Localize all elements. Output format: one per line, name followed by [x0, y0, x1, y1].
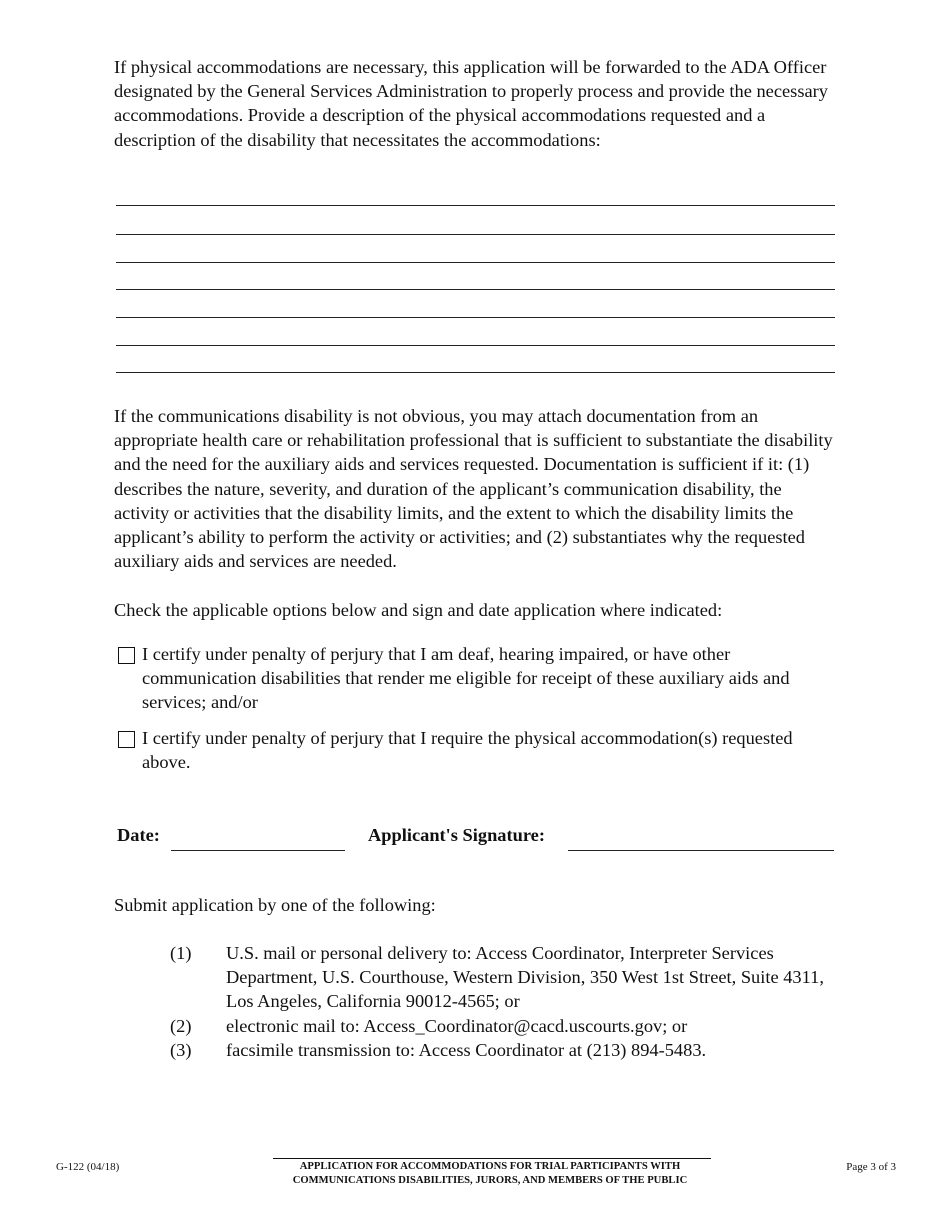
list-text: electronic mail to: Access_Coordinator@cacd.uscourts.gov; or: [226, 1016, 688, 1036]
description-line-6[interactable]: [116, 345, 835, 346]
list-number: (1): [170, 943, 192, 963]
applicant-signature-field[interactable]: [568, 850, 834, 851]
date-field[interactable]: [171, 850, 345, 851]
description-line-1[interactable]: [116, 205, 835, 206]
certify-communication-disability-checkbox[interactable]: [118, 647, 135, 664]
description-line-3[interactable]: [116, 262, 835, 263]
description-line-4[interactable]: [116, 289, 835, 290]
documentation-paragraph: If the communications disability is not obvious, you may attach documentation from an appropriate health care or rehabilitation professional that is sufficient to substantiate the disability and the need for the auxiliary aids and services requested. Documentation is sufficient if it: (1) describes the nature, severity, and duration of the applicant’s communication disability, the activity or activities that the disability limits, and the extent to which the disability limits the applicant’s ability to perform the activity or activities; and (2) substantiates why the requested auxiliary aids and services are needed.: [114, 406, 833, 572]
certify-communication-disability-label: I certify under penalty of perjury that I am deaf, hearing impaired, or have other communication disabilities that render me eligible for receipt of these auxiliary aids and services; and/or: [142, 644, 790, 713]
date-label: Date:: [117, 825, 160, 845]
footer-title-line-1: APPLICATION FOR ACCOMMODATIONS FOR TRIAL PARTICIPANTS WITH: [299, 1161, 681, 1172]
description-line-7[interactable]: [116, 372, 835, 373]
list-number: (3): [170, 1040, 192, 1060]
list-number: (2): [170, 1016, 192, 1036]
form-id: G-122 (04/18): [56, 1161, 120, 1173]
applicant-signature-label: Applicant's Signature:: [368, 825, 545, 845]
footer-rule: [273, 1158, 711, 1159]
list-text: facsimile transmission to: Access Coordinator at (213) 894-5483.: [226, 1040, 707, 1060]
page-number: Page 3 of 3: [846, 1161, 896, 1173]
physical-accommodations-instructions: If physical accommodations are necessary, this application will be forwarded to the ADA Officer designated by the General Services Administration to properly process and provide the necessary accommodations. Provide a description of the physical accommodations requested and a description of the disability that necessitates the accommodations:: [114, 57, 828, 150]
description-line-2[interactable]: [116, 234, 835, 235]
options-intro: Check the applicable options below and sign and date application where indicated:: [114, 600, 723, 620]
footer-title: [230, 1160, 750, 1188]
certify-physical-accommodation-label: I certify under penalty of perjury that I require the physical accommodation(s) requested above.: [142, 728, 793, 773]
certify-physical-accommodation-checkbox[interactable]: [118, 731, 135, 748]
submission-intro: Submit application by one of the following:: [114, 895, 436, 915]
description-line-5[interactable]: [116, 317, 835, 318]
list-text: U.S. mail or personal delivery to: Access Coordinator, Interpreter Services Department, U.S. Courthouse, Western Division, 350 West 1st Street, Suite 4311, Los Angeles, California 90012-4565; or: [226, 943, 824, 1012]
footer-title-line-2: COMMUNICATIONS DISABILITIES, JURORS, AND MEMBERS OF THE PUBLIC: [292, 1175, 688, 1186]
